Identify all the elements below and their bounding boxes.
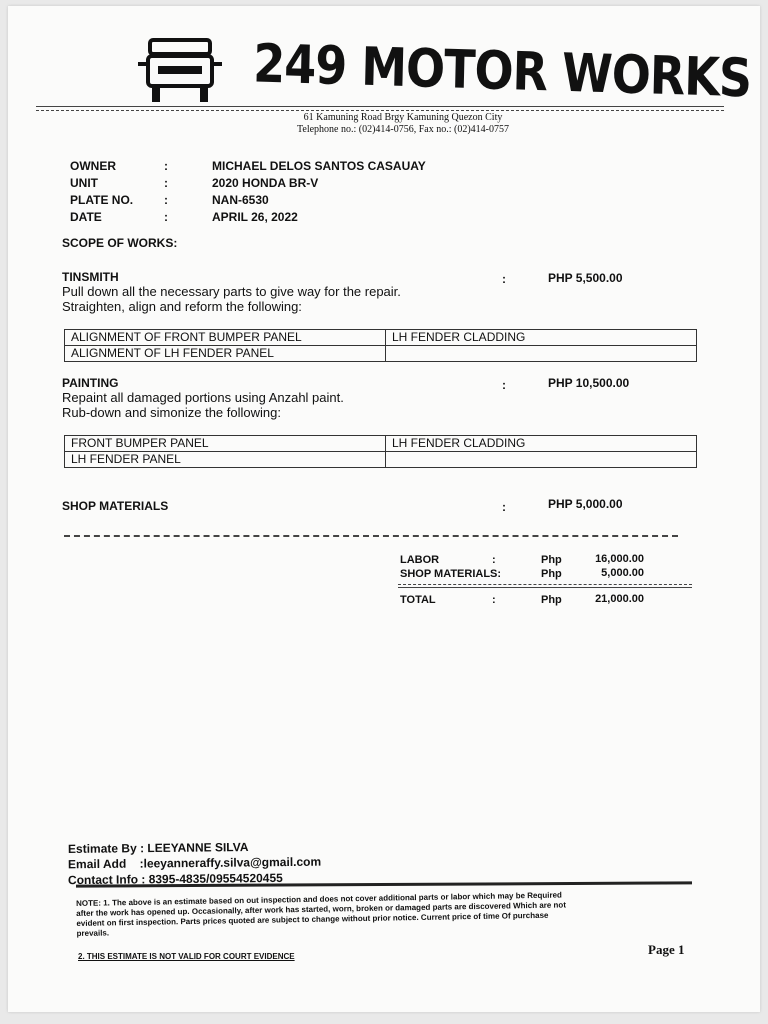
car-icon xyxy=(138,36,222,106)
section-divider xyxy=(64,535,678,537)
table-cell: LH FENDER CLADDING xyxy=(386,330,697,346)
header-rule-dashed xyxy=(36,110,724,111)
contact-info: Contact Info : 8395-4835/09554520455 xyxy=(67,870,283,888)
table-cell xyxy=(386,452,697,468)
address: 61 Kamuning Road Brgy Kamuning Quezon City xyxy=(303,112,503,123)
tinsmith-amount: PHP 5,500.00 xyxy=(548,271,623,285)
estimate-sheet xyxy=(8,6,760,1012)
painting-parts-table xyxy=(64,435,697,468)
totals-rule-dashed xyxy=(398,584,692,585)
tinsmith-desc-2: Straighten, align and reform the following: xyxy=(62,299,302,314)
labor-label: LABOR xyxy=(400,554,440,566)
owner-value: MICHAEL DELOS SANTOS CASAUAY xyxy=(212,159,426,173)
shop-materials-total-label: SHOP MATERIALS: xyxy=(400,568,502,580)
estimate-by: Estimate By : LEEYANNE SILVA xyxy=(67,840,249,856)
date-colon: : xyxy=(164,210,168,224)
table-cell: LH FENDER PANEL xyxy=(65,452,386,468)
shop-materials-colon: : xyxy=(502,500,506,514)
total-label: TOTAL xyxy=(400,594,436,606)
date-value: APRIL 26, 2022 xyxy=(212,210,298,224)
table-cell: ALIGNMENT OF LH FENDER PANEL xyxy=(65,346,386,362)
unit-label: UNIT xyxy=(70,176,98,190)
tinsmith-desc-1: Pull down all the necessary parts to give way for the repair. xyxy=(62,284,401,299)
plate-row xyxy=(70,193,269,207)
total-currency: Php xyxy=(541,594,562,606)
shop-materials-currency: Php xyxy=(541,568,562,580)
table-cell: ALIGNMENT OF FRONT BUMPER PANEL xyxy=(65,330,386,346)
owner-colon: : xyxy=(164,159,168,173)
labor-value: 16,000.00 xyxy=(595,553,644,565)
totals-rule xyxy=(398,587,692,588)
owner-row xyxy=(70,159,426,173)
table-row xyxy=(65,330,697,346)
table-row xyxy=(65,452,697,468)
shop-materials-amount: PHP 5,000.00 xyxy=(548,497,623,511)
unit-value: 2020 HONDA BR-V xyxy=(212,176,319,190)
painting-colon: : xyxy=(502,378,506,392)
disclaimer-note: NOTE: 1. The above is an estimate based on out inspection and does not cover additional parts or labor which may be Required after the work has opened up. Occasionally, after work has started, worn, broken or damaged parts are discovered Which are not evident on first inspection. Parts prices quoted are subject to change without prior notice. Current price of time Of purchase prevails. xyxy=(76,890,567,938)
table-cell: FRONT BUMPER PANEL xyxy=(65,436,386,452)
shop-materials-title: SHOP MATERIALS xyxy=(62,499,169,513)
date-label: DATE xyxy=(70,210,102,224)
total-value: 21,000.00 xyxy=(595,593,644,605)
shop-materials-total-value: 5,000.00 xyxy=(601,567,644,579)
owner-label: OWNER xyxy=(70,159,116,173)
scope-heading: SCOPE OF WORKS: xyxy=(62,236,178,250)
court-evidence-note: 2. THIS ESTIMATE IS NOT VALID FOR COURT EVIDENCE xyxy=(78,952,295,961)
total-colon: : xyxy=(492,594,496,606)
tinsmith-title: TINSMITH xyxy=(62,270,119,284)
unit-row xyxy=(70,176,318,190)
plate-value: NAN-6530 xyxy=(212,193,269,207)
plate-label: PLATE NO. xyxy=(70,193,134,207)
painting-desc-2: Rub-down and simonize the following: xyxy=(62,405,281,420)
table-row xyxy=(65,346,697,362)
table-cell: LH FENDER CLADDING xyxy=(386,436,697,452)
email-address: Email Add :leeyanneraffy.silva@gmail.com xyxy=(67,854,322,872)
labor-colon: : xyxy=(492,554,496,566)
tinsmith-parts-table xyxy=(64,329,697,362)
unit-colon: : xyxy=(164,176,168,190)
painting-title: PAINTING xyxy=(62,376,119,390)
painting-desc-1: Repaint all damaged portions using Anzahl paint. xyxy=(62,390,344,405)
labor-currency: Php xyxy=(541,554,562,566)
tinsmith-colon: : xyxy=(502,272,506,286)
brand-title: 249 MOTOR WORKS xyxy=(252,32,752,110)
page-number: Page 1 xyxy=(648,942,685,957)
table-cell xyxy=(386,346,697,362)
header-rule xyxy=(36,106,724,107)
plate-colon: : xyxy=(164,193,168,207)
date-row xyxy=(70,210,298,224)
painting-amount: PHP 10,500.00 xyxy=(548,376,630,390)
phone-line: Telephone no.: (02)414-0756, Fax no.: (02)414-0757 xyxy=(296,124,510,135)
table-row xyxy=(65,436,697,452)
